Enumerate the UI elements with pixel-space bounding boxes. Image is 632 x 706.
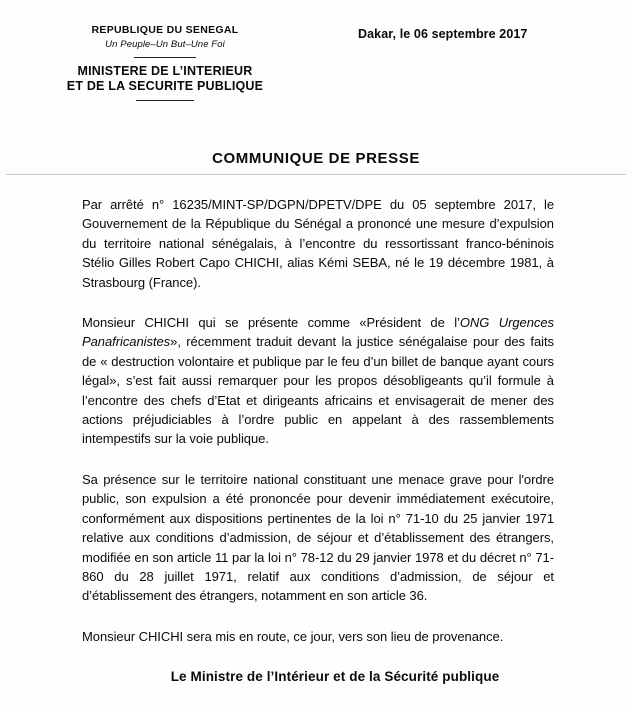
letterhead-header bbox=[0, 0, 632, 112]
paragraph-background-part2: », récemment traduit devant la justice sénégalaise pour des faits de « destruction volontaire et publique par le feu d’un billet de banque ayant cours légal», s’est fait aussi remarquer pour les propos désobligeants qu’il formule à l’encontre des chefs d’Etat et dirigeants africains et envisagerait de mener des actions préjudiciables à l’ordre public en appelant à des rassemblements intempestifs sur la voie publique. bbox=[82, 334, 554, 447]
signature-block bbox=[0, 669, 632, 684]
paragraph-background-part1: Monsieur CHICHI qui se présente comme «Président de l’ bbox=[82, 315, 460, 331]
paragraph-expulsion-order: Par arrêté n° 16235/MINT-SP/DGPN/DPETV/DPE du 05 septembre 2017, le Gouvernement de la République du Sénégal a prononcé une mesure d’expulsion du territoire national sénégalais, à l’encontre du ressortissant franco-béninois Stélio Gilles Robert Capo CHICHI, alias Kémi SEBA, né le 19 décembre 1981, à Strasbourg (France). bbox=[82, 197, 554, 290]
paragraph-legal-basis: Sa présence sur le territoire national constituant une menace grave pour l'ordre public, son expulsion a été prononcée pour devenir immédiatement exécutoire, conformément aux dispositions pertinentes de la loi n° 71-10 du 25 janvier 1971 relative aux conditions d’admission, de séjour et d’établissement des étrangers, modifiée en son article 11 par la loi n° 78-12 du 29 janvier 1978 et du décret n° 71-860 du 28 juillet 1971, relatif aux conditions d’admission, de séjour et d’établissement des étrangers, notamment en son article 36. bbox=[82, 471, 554, 604]
signatory-title: Le Ministre de l’Intérieur et de la Sécurité publique bbox=[170, 669, 500, 684]
page-title: COMMUNIQUE DE PRESSE bbox=[212, 150, 420, 167]
paragraph-conclusion: Monsieur CHICHI sera mis en route, ce jour, vers son lieu de provenance. bbox=[82, 628, 504, 644]
ministry-name-line2: ET DE LA SECURITE PUBLIQUE bbox=[66, 79, 264, 94]
document-body bbox=[0, 175, 632, 646]
divider-above-ministry bbox=[134, 57, 196, 58]
divider-below-ministry bbox=[136, 100, 194, 101]
document-title-block bbox=[0, 150, 632, 175]
national-motto: Un Peuple–Un But–Une Foi bbox=[105, 38, 225, 50]
republic-name: REPUBLIQUE DU SENEGAL bbox=[91, 24, 239, 36]
republic-letterhead bbox=[0, 24, 330, 101]
date-place-line: Dakar, le 06 septembre 2017 bbox=[358, 27, 528, 41]
paragraph-background bbox=[82, 313, 554, 449]
ministry-name-line1: MINISTERE DE L’INTERIEUR bbox=[77, 63, 253, 78]
ong-name-italic: ONG Urgences Panafricanistes bbox=[82, 315, 554, 350]
